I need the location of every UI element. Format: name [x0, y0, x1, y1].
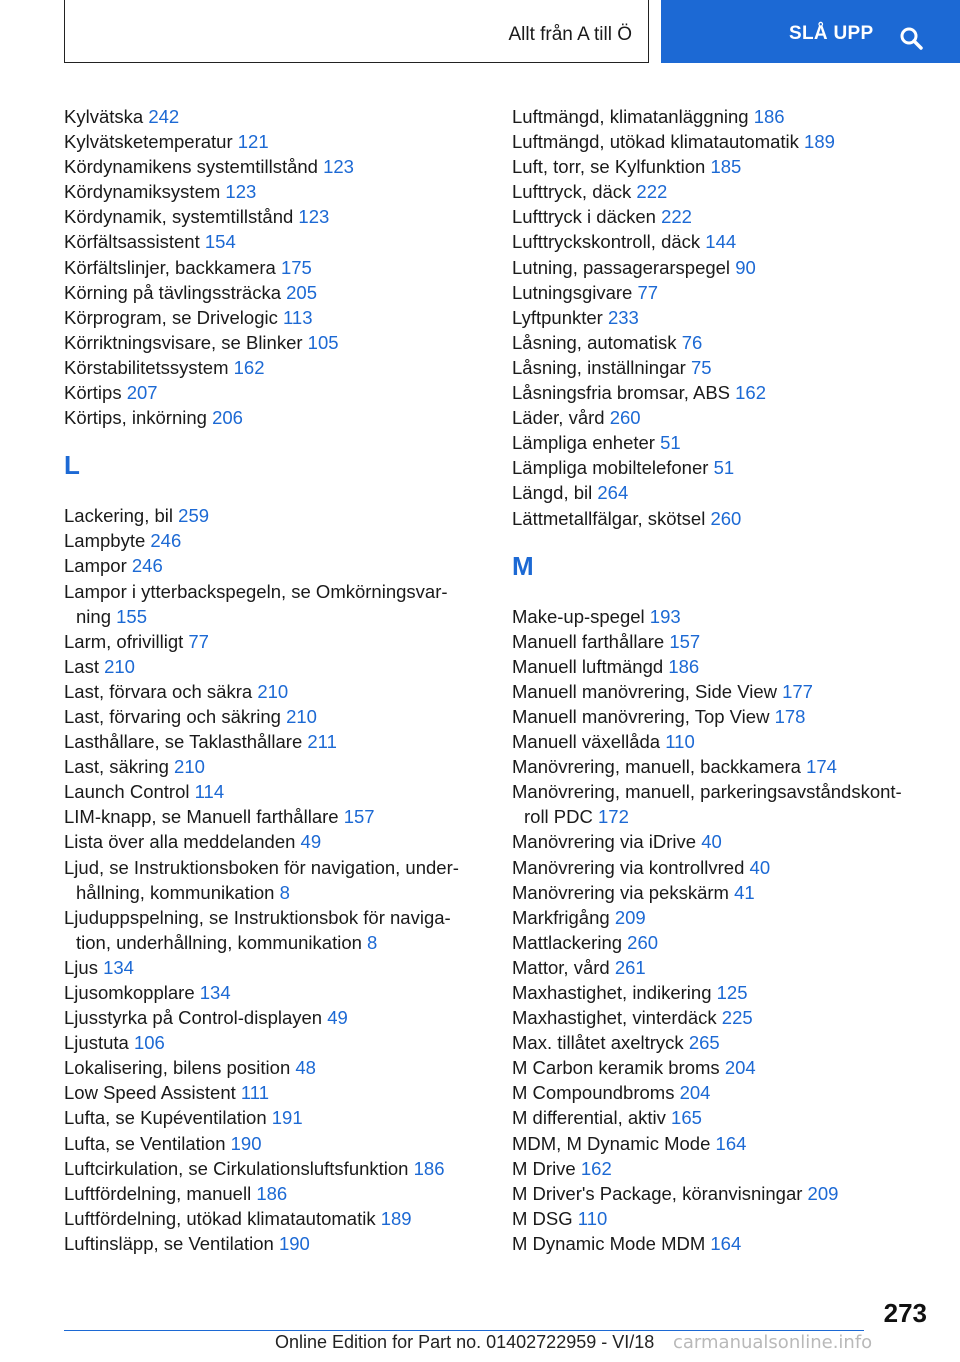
index-entry: [512, 506, 922, 531]
page-link[interactable]: 155: [116, 605, 147, 627]
entry-text: M Compoundbroms: [512, 1082, 675, 1104]
page-link[interactable]: 162: [580, 1157, 612, 1179]
index-entry: [64, 729, 474, 754]
entry-text: Manövrering via pekskärm: [512, 881, 729, 903]
index-entry: [512, 704, 922, 729]
page-link[interactable]: 41: [734, 881, 755, 903]
page-link[interactable]: 114: [194, 781, 225, 803]
index-entry: [512, 129, 922, 154]
entry-text: Lufta, se Kupéventilation: [64, 1107, 267, 1129]
entry-text: Längd, bil: [512, 482, 593, 504]
page-link[interactable]: 260: [609, 407, 641, 429]
page-link[interactable]: 209: [807, 1182, 839, 1204]
entry-text: M Carbon keramik broms: [512, 1057, 720, 1079]
search-button[interactable]: [661, 0, 960, 63]
entry-text: Lättmetallfälgar, skötsel: [512, 507, 706, 529]
entry-text: Manuell manövrering, Top View: [512, 705, 770, 727]
index-entry: [64, 1080, 474, 1105]
entry-text: M Driver's Package, köranvisningar: [512, 1182, 803, 1204]
entry-text: Lutning, passagerarspegel: [512, 256, 731, 278]
page-link[interactable]: 259: [178, 505, 210, 527]
entry-text: Ljuduppspelning, se Instruktionsbok för naviga‐tion, underhållning, kommunikation: [64, 906, 451, 953]
index-entry: [64, 104, 474, 129]
index-entry: [64, 280, 474, 305]
page-link[interactable]: 110: [577, 1207, 608, 1229]
entry-text: Körtips: [64, 382, 122, 404]
entry-text: Last: [64, 655, 99, 677]
index-entry: [512, 1231, 922, 1256]
entry-text: Manövrering, manuell, parkeringsavståndskont‐roll PDC: [512, 781, 902, 828]
index-entry: [64, 704, 474, 729]
index-entry: [512, 1005, 922, 1030]
index-entry: [64, 579, 474, 629]
index-entry: [64, 955, 474, 980]
page-link[interactable]: 164: [710, 1232, 742, 1254]
index-entry: [64, 1156, 474, 1181]
entry-text: Maxhastighet, indikering: [512, 982, 712, 1003]
entry-text: Körfältslinjer, backkamera: [64, 256, 276, 278]
page-link[interactable]: 90: [735, 256, 756, 278]
entry-text: Luftfördelning, utökad klimatautomatik: [64, 1207, 376, 1229]
index-entry: [512, 855, 922, 880]
page-link[interactable]: 265: [688, 1032, 720, 1054]
index-entry: [64, 905, 474, 955]
index-entry: [64, 829, 474, 854]
page-link[interactable]: 204: [679, 1082, 711, 1104]
index-entry: [64, 204, 474, 229]
entry-text: Lufttryckskontroll, däck: [512, 231, 701, 253]
page-link[interactable]: 157: [343, 806, 375, 828]
page-link[interactable]: 51: [660, 432, 681, 454]
letter-heading-l: L: [64, 450, 80, 481]
index-entry: [64, 779, 474, 804]
page-link[interactable]: 8: [367, 931, 378, 953]
page-link[interactable]: 186: [753, 106, 785, 127]
entry-text: Manövrering, manuell, backkamera: [512, 756, 801, 778]
index-entry: [64, 528, 474, 553]
index-entry: [512, 255, 922, 280]
index-entry: [64, 129, 474, 154]
entry-text: Kylvätska: [64, 106, 144, 127]
page-link[interactable]: 49: [327, 1007, 348, 1029]
index-entry: [512, 380, 922, 405]
entry-text: Ljus: [64, 956, 98, 978]
index-entry: [64, 405, 474, 430]
index-entry: [512, 1030, 922, 1055]
page-link[interactable]: 210: [104, 655, 135, 677]
index-entry: [512, 779, 922, 829]
page-link[interactable]: 123: [298, 206, 330, 228]
index-entry: [64, 229, 474, 254]
entry-text: M DSG: [512, 1207, 573, 1229]
index-entry: [512, 405, 922, 430]
entry-text: Lampor i ytterbackspegeln, se Omkörningsvar‐ning: [64, 580, 448, 627]
page-link[interactable]: 157: [669, 630, 701, 652]
index-entry: [512, 455, 922, 480]
index-entry: [512, 629, 922, 654]
entry-text: Lasthållare, se Taklasthållare: [64, 731, 303, 753]
page-link[interactable]: 174: [806, 756, 837, 778]
entry-text: Ljustuta: [64, 1032, 129, 1054]
entry-text: Mattlackering: [512, 931, 623, 953]
index-entry: [64, 629, 474, 654]
page-link[interactable]: 206: [212, 407, 243, 429]
entry-text: Larm, ofrivilligt: [64, 630, 184, 652]
entry-text: Ljusomkopplare: [64, 982, 195, 1003]
index-entry: [512, 229, 922, 254]
entry-text: M Dynamic Mode MDM: [512, 1232, 706, 1254]
entry-text: Last, säkring: [64, 756, 169, 778]
entries-group-m: [512, 604, 922, 1256]
page-link[interactable]: 178: [774, 705, 806, 727]
entry-text: Lista över alla meddelanden: [64, 831, 296, 853]
index-entry: [512, 430, 922, 455]
page-link[interactable]: 261: [614, 956, 646, 978]
entry-text: Manövrering via iDrive: [512, 831, 697, 853]
page-link[interactable]: 190: [278, 1232, 310, 1254]
entry-text: Ljud, se Instruktionsboken för navigation, under‐hållning, kommunikation: [64, 856, 459, 903]
page-link[interactable]: 49: [300, 831, 322, 853]
page-link[interactable]: 164: [715, 1132, 747, 1154]
page-link[interactable]: 48: [295, 1057, 316, 1079]
index-entry: [64, 754, 474, 779]
page-link[interactable]: 186: [668, 655, 700, 677]
entry-text: Make-up-spegel: [512, 605, 645, 627]
entry-text: Luftinsläpp, se Ventilation: [64, 1232, 274, 1254]
entry-text: Lufttryck i däcken: [512, 206, 656, 228]
page-link[interactable]: 260: [710, 507, 742, 529]
index-entry: [64, 1005, 474, 1030]
page-link[interactable]: 106: [133, 1032, 165, 1054]
entry-text: Low Speed Assistent: [64, 1082, 236, 1104]
entry-text: Körtips, inkörning: [64, 407, 207, 429]
letter-heading-m: M: [512, 550, 534, 581]
index-entry: [64, 305, 474, 330]
entry-text: Körning på tävlingssträcka: [64, 281, 281, 303]
index-entry: [512, 1105, 922, 1130]
index-entry: [512, 305, 922, 330]
entry-text: Körfältsassistent: [64, 231, 200, 253]
index-entry: [512, 880, 922, 905]
entry-text: Last, förvara och säkra: [64, 680, 253, 702]
index-entry: [512, 1131, 922, 1156]
index-entry: [512, 204, 922, 229]
page-link[interactable]: 77: [637, 281, 659, 303]
index-column-right: [512, 104, 922, 1256]
page-link[interactable]: 75: [690, 356, 712, 378]
page-link[interactable]: 134: [199, 982, 231, 1003]
index-entry: [64, 654, 474, 679]
index-entry: [512, 179, 922, 204]
page-link[interactable]: 162: [233, 356, 265, 378]
entry-text: Kylvätsketemperatur: [64, 131, 233, 153]
entry-text: Lyftpunkter: [512, 306, 603, 328]
page-link[interactable]: 186: [413, 1157, 445, 1179]
index-entry: [512, 754, 922, 779]
index-entry: [512, 1055, 922, 1080]
page-link[interactable]: 233: [607, 306, 639, 328]
page-link[interactable]: 105: [307, 331, 339, 353]
index-entry: [64, 1131, 474, 1156]
page-link[interactable]: 189: [380, 1207, 412, 1229]
entry-text: Luft, torr, se Kylfunktion: [512, 156, 706, 178]
index-entry: [64, 355, 474, 380]
index-entry: [512, 905, 922, 930]
page-link[interactable]: 175: [280, 256, 312, 278]
page-link[interactable]: 154: [204, 231, 236, 253]
index-entry: [512, 1206, 922, 1231]
search-button-label: SLÅ UPP: [789, 22, 874, 44]
page-link[interactable]: 177: [782, 680, 813, 702]
index-entry: [512, 1080, 922, 1105]
index-entry: [512, 480, 922, 505]
entry-text: Manuell manövrering, Side View: [512, 680, 777, 702]
page-link[interactable]: 210: [286, 705, 317, 727]
index-entry: [512, 654, 922, 679]
page-link[interactable]: 8: [279, 881, 290, 903]
index-entry: [512, 154, 922, 179]
page-link[interactable]: 172: [598, 806, 629, 828]
index-entry: [512, 729, 922, 754]
entry-text: Lampor: [64, 555, 127, 577]
entry-text: Lackering, bil: [64, 505, 174, 527]
page-link[interactable]: 185: [710, 156, 742, 178]
page-link[interactable]: 77: [188, 630, 209, 652]
page-link[interactable]: 246: [131, 555, 163, 577]
page-link[interactable]: 40: [701, 831, 722, 853]
page-link[interactable]: 210: [257, 680, 289, 702]
page-link[interactable]: 121: [237, 131, 269, 153]
entry-text: Luftcirkulation, se Cirkulationsluftsfunktion: [64, 1157, 409, 1179]
entry-text: Körprogram, se Drivelogic: [64, 306, 278, 328]
entry-text: Lutningsgivare: [512, 281, 633, 303]
page-number: 273: [883, 1298, 927, 1328]
entry-text: Låsningsfria bromsar, ABS: [512, 382, 730, 404]
index-entry: [64, 154, 474, 179]
index-entry: [512, 330, 922, 355]
edition-text: Online Edition for Part no. 01402722959 - VI/18: [275, 1332, 655, 1352]
page-link[interactable]: 40: [749, 856, 771, 878]
index-entry: [512, 604, 922, 629]
entry-text: Ljusstyrka på Control-displayen: [64, 1007, 323, 1029]
page-link[interactable]: 211: [307, 731, 337, 753]
entry-text: Lämpliga mobiltelefoner: [512, 457, 709, 479]
index-entry: [512, 104, 922, 129]
page-link[interactable]: 205: [286, 281, 317, 303]
index-entry: [64, 255, 474, 280]
page-link[interactable]: 113: [283, 306, 313, 328]
index-entry: [64, 855, 474, 905]
page-link[interactable]: 193: [649, 605, 681, 627]
entry-text: Kördynamiksystem: [64, 181, 221, 203]
page-link[interactable]: 162: [735, 382, 767, 404]
entry-text: Lampbyte: [64, 530, 146, 552]
index-entry: [64, 1181, 474, 1206]
index-entry: [64, 179, 474, 204]
entry-text: M Drive: [512, 1157, 576, 1179]
page-link[interactable]: 189: [804, 131, 835, 153]
entries-group-l: [64, 503, 474, 1256]
page-link[interactable]: 222: [636, 181, 668, 203]
index-entry: [64, 804, 474, 829]
index-entry: [64, 980, 474, 1005]
index-entry: [64, 553, 474, 578]
page-link[interactable]: 144: [705, 231, 737, 253]
page-link[interactable]: 123: [323, 156, 354, 178]
entry-text: Manövrering via kontrollvred: [512, 856, 745, 878]
entry-text: Markfrigång: [512, 906, 610, 928]
page-link[interactable]: 51: [713, 457, 735, 479]
entry-text: Lufttryck, däck: [512, 181, 632, 203]
page-link[interactable]: 260: [627, 931, 659, 953]
page-link[interactable]: 186: [256, 1182, 288, 1204]
entry-text: Läder, vård: [512, 407, 605, 429]
entry-text: LIM-knapp, se Manuell farthållare: [64, 806, 339, 828]
section-tab[interactable]: [64, 0, 649, 63]
index-entry: [512, 1156, 922, 1181]
footer-divider: [64, 1330, 864, 1331]
entry-text: M differential, aktiv: [512, 1107, 666, 1129]
page-link[interactable]: 222: [661, 206, 692, 228]
entry-text: Kördynamik, systemtillstånd: [64, 206, 294, 228]
page-link[interactable]: 242: [148, 106, 180, 127]
index-entry: [64, 503, 474, 528]
entries-group-l-continued: [512, 104, 922, 531]
entry-text: Lufta, se Ventilation: [64, 1132, 226, 1154]
entry-text: Låsning, inställningar: [512, 356, 686, 378]
entry-text: Max. tillåtet axeltryck: [512, 1032, 684, 1054]
index-entry: [512, 829, 922, 854]
entry-text: Lokalisering, bilens position: [64, 1057, 291, 1079]
page-link[interactable]: 165: [671, 1107, 702, 1129]
entry-text: Mattor, vård: [512, 956, 610, 978]
entry-text: Luftmängd, klimatanläggning: [512, 106, 749, 127]
page-link[interactable]: 210: [174, 756, 205, 778]
index-entry: [64, 1055, 474, 1080]
index-entry: [64, 1105, 474, 1130]
index-entry: [512, 1181, 922, 1206]
index-entry: [512, 355, 922, 380]
index-entry: [512, 955, 922, 980]
index-entry: [64, 1030, 474, 1055]
search-icon: [899, 26, 923, 50]
entry-text: Launch Control: [64, 781, 190, 803]
entry-text: Körriktningsvisare, se Blinker: [64, 331, 303, 353]
entry-text: Maxhastighet, vinterdäck: [512, 1007, 717, 1029]
page-link[interactable]: 204: [724, 1057, 756, 1079]
page-link[interactable]: 134: [103, 956, 134, 978]
page-link[interactable]: 207: [126, 382, 158, 404]
entry-text: MDM, M Dynamic Mode: [512, 1132, 711, 1154]
entry-text: Luftfördelning, manuell: [64, 1182, 252, 1204]
entry-text: Körstabilitetssystem: [64, 356, 229, 378]
section-title: Allt från A till Ö: [508, 24, 632, 45]
entry-text: Last, förvaring och säkring: [64, 705, 281, 727]
page-link[interactable]: 111: [240, 1082, 270, 1104]
watermark: carmanualsonline.info: [673, 1332, 873, 1353]
page-link[interactable]: 76: [681, 331, 703, 353]
index-entry: [512, 930, 922, 955]
entry-text: Manuell växellåda: [512, 731, 661, 753]
page-link[interactable]: 123: [225, 181, 257, 203]
page-link[interactable]: 209: [614, 906, 646, 928]
index-entry: [64, 1206, 474, 1231]
entry-text: Kördynamikens systemtillstånd: [64, 156, 318, 178]
index-entry: [64, 330, 474, 355]
entry-text: Manuell farthållare: [512, 630, 665, 652]
page-link[interactable]: 191: [271, 1107, 303, 1129]
page-link[interactable]: 125: [716, 982, 748, 1003]
page-link[interactable]: 190: [230, 1132, 262, 1154]
index-entry: [64, 679, 474, 704]
index-entry: [512, 280, 922, 305]
index-entry: [64, 1231, 474, 1256]
page-link[interactable]: 264: [597, 482, 629, 504]
index-entry: [64, 380, 474, 405]
page-link[interactable]: 246: [150, 530, 182, 552]
entry-text: Luftmängd, utökad klimatautomatik: [512, 131, 799, 153]
page-link[interactable]: 225: [721, 1007, 753, 1029]
entry-text: Lämpliga enheter: [512, 432, 655, 454]
index-entry: [512, 980, 922, 1005]
entry-text: Manuell luftmängd: [512, 655, 664, 677]
entries-group-k: [64, 104, 474, 430]
index-column-left: [64, 104, 474, 1256]
entry-text: Låsning, automatisk: [512, 331, 677, 353]
index-entry: [512, 679, 922, 704]
page-link[interactable]: 110: [665, 731, 695, 753]
